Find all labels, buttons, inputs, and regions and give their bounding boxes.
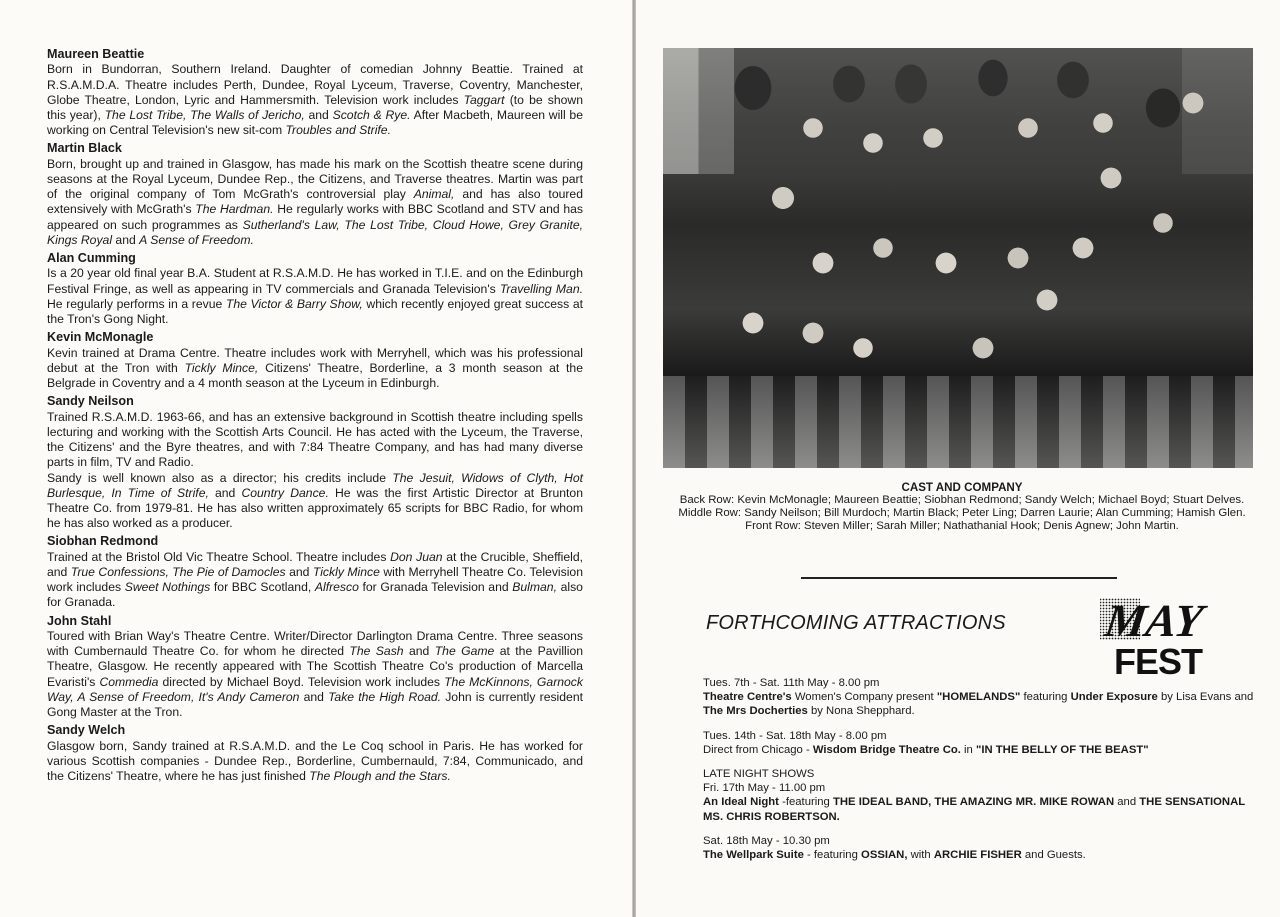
bio-text-segment: Tickly Mince	[312, 564, 380, 579]
bio-text-segment: The Game	[434, 644, 495, 659]
bio-text-segment: The Hardman.	[195, 202, 274, 217]
event-description-segment: featuring	[1020, 691, 1071, 704]
event-description-segment: Under Exposure	[1070, 691, 1158, 704]
bio-name: Sandy Neilson	[47, 394, 134, 409]
photo-figures	[663, 48, 1253, 468]
bio-text-segment: Kevin trained at Drama Centre. Theatre includes work with Merryhell, which was his professional debut at the Tron with	[47, 345, 583, 375]
bio-text-segment: with Merryhell Theatre Co. Television work includes	[47, 564, 583, 595]
bio-text-segment: Commedia	[99, 674, 159, 689]
event-item	[703, 729, 1263, 757]
bio-text-segment: and	[285, 564, 313, 579]
bio-text-segment: Alfresco	[314, 580, 359, 595]
event-description-segment: The Wellpark Suite	[703, 849, 804, 862]
caption-back-row: Back Row: Kevin McMonagle; Maureen Beattie; Siobhan Redmond; Sandy Welch; Michael Boyd; Stuart Delves.	[679, 494, 1245, 506]
divider-rule	[801, 577, 1117, 579]
bio-text-segment: After Macbeth, Maureen will be working on Central Television's new sit-com	[47, 108, 583, 138]
bio-entry	[47, 614, 583, 721]
mayfest-logo	[1096, 592, 1220, 680]
bio-text-segment: directed by Michael Boyd. Television work includes	[158, 674, 445, 689]
bio-text-segment: Tickly Mince,	[184, 360, 259, 375]
event-description-segment: Direct from Chicago -	[703, 743, 813, 756]
bio-text-segment: for BBC Scotland,	[210, 580, 315, 595]
bio-text-segment: at the Crucible, Sheffield, and	[47, 549, 583, 579]
event-description-segment: ARCHIE FISHER	[933, 849, 1022, 862]
event-item	[703, 676, 1263, 719]
right-page	[636, 0, 1280, 917]
event-description	[703, 848, 1263, 862]
event-description-segment: THE SENSATIONAL MS. CHRIS ROBERTSON.	[703, 796, 1245, 823]
bio-name: Alan Cumming	[47, 251, 136, 266]
bio-text-segment: and	[403, 644, 435, 659]
event-description-segment: and	[1114, 796, 1140, 809]
bio-text-segment: The Sash	[349, 644, 404, 659]
event-list	[703, 676, 1263, 872]
bio-text-segment: Scotch & Rye.	[332, 108, 411, 123]
event-date: Sat. 18th May - 10.30 pm	[703, 834, 830, 847]
event-description-segment: in	[960, 743, 976, 756]
bio-text-segment: The McKinnons, Garnock Way, A Sense of Freedom, It's Andy Cameron	[47, 674, 583, 704]
event-description	[703, 743, 1263, 757]
bio-text-segment: and	[299, 689, 329, 704]
bio-text-segment: He regularly performs in a revue	[47, 296, 226, 311]
bio-text	[47, 62, 583, 138]
logo-may-text: MAY	[1101, 595, 1207, 646]
logo-fest-text: FEST	[1113, 641, 1203, 680]
bio-entry	[47, 330, 583, 391]
bio-text-segment: Trained at the Bristol Old Vic Theatre School. Theatre includes	[47, 549, 391, 564]
bio-name: Martin Black	[47, 141, 122, 156]
bio-text-segment: Country Dance.	[241, 485, 329, 500]
caption-middle-row: Middle Row: Sandy Neilson; Bill Murdoch; Martin Black; Peter Ling; Darren Laurie; Alan Cumming; Hamish Glen.	[678, 507, 1246, 519]
photo-caption	[672, 481, 1252, 533]
bio-entry	[47, 141, 583, 248]
event-description	[703, 795, 1263, 823]
event-date: Fri. 17th May - 11.00 pm	[703, 782, 826, 795]
bio-text-segment: at the Pavillion Theatre, Glasgow. He recently appeared with The Scottish Theatre Co's production of Marcella Evaristi's	[47, 644, 584, 689]
event-description-segment: by Lisa Evans and	[1157, 691, 1254, 704]
left-page	[0, 0, 634, 917]
bio-entry	[47, 723, 583, 784]
cast-photograph	[663, 48, 1253, 468]
bio-text-segment: True Confessions, The Pie of Damocles	[70, 564, 286, 579]
event-description-segment: The Mrs Docherties	[703, 705, 808, 718]
event-description-segment: -featuring	[778, 796, 833, 809]
bio-entry	[47, 534, 583, 610]
cast-biographies	[47, 47, 583, 787]
bio-text-segment: Born in Bundorran, Southern Ireland. Daughter of comedian Johnny Beattie. Trained at R.S.A.M.D.A. Theatre includes Perth, Dundee, Royal Lyceum, Traverse, Coventry, Manchester, Globe Theatre, London, Lyric and Hammersmith. Television work includes	[47, 62, 583, 107]
bio-text-segment: and	[304, 108, 333, 123]
bio-text-segment: Travelling Man.	[499, 281, 583, 296]
event-description-segment: Theatre Centre's	[703, 691, 792, 704]
event-description-segment: "HOMELANDS"	[936, 691, 1021, 704]
event-description-segment: Women's Company present	[791, 691, 937, 704]
forthcoming-attractions-title: FORTHCOMING ATTRACTIONS	[706, 612, 1006, 634]
event-item	[703, 834, 1263, 862]
bio-text-segment: Glasgow born, Sandy trained at R.S.A.M.D. and the Le Coq school in Paris. He has worked for various Scottish companies - Dundee Rep., Borderline, Cumbernauld, 7:84, Communicado, and the Citizens' Theatre, where he has just finished	[47, 738, 583, 783]
bio-text-segment: Citizens' Theatre, Borderline, a 3 month season at the Belgrade in Coventry and a 4 month season at the Lyceum in Edinburgh.	[47, 360, 583, 391]
bio-entry	[47, 47, 583, 138]
bio-text-segment: Troubles and Strife.	[285, 123, 391, 138]
event-description-segment: THE IDEAL BAND, THE AMAZING MR. MIKE ROWAN	[832, 796, 1115, 809]
event-heading: LATE NIGHT SHOWS	[703, 768, 815, 781]
bio-text-segment: He regularly works with BBC Scotland and STV and has appeared on such programmes as	[47, 202, 583, 232]
bio-entry	[47, 394, 583, 531]
bio-name: John Stahl	[47, 613, 112, 628]
bio-name: Siobhan Redmond	[47, 534, 159, 549]
bio-text	[47, 410, 583, 532]
event-description-segment: - featuring	[803, 849, 862, 862]
bio-text	[47, 266, 583, 327]
bio-text	[47, 157, 583, 248]
bio-text-segment: Trained R.S.A.M.D. 1963-66, and has an extensive background in Scottish theatre including spells lecturing and working with the Scottish Arts Council. He has acted with the Lyceum, the Traverse, the Citizens' and the Byre theatres, and with 7:84 Theatre Company, and has had many diverse parts in film, TV and Radio.	[47, 409, 583, 470]
bio-text-segment: The Victor & Barry Show,	[225, 296, 363, 311]
bio-text-segment: He was the first Artistic Director at Brunton Theatre Co. from 1979-81. He has also written approximately 65 scripts for BBC Radio, for whom he has also worked as a producer.	[47, 485, 583, 531]
event-description-segment: "IN THE BELLY OF THE BEAST"	[975, 743, 1149, 756]
bio-text-segment: Toured with Brian Way's Theatre Centre. Writer/Director Darlington Drama Centre. Three seasons with Cumbernauld Theatre Co. for whom he directed	[47, 628, 583, 659]
bio-text	[47, 346, 583, 392]
caption-title: CAST AND COMPANY	[901, 481, 1023, 494]
bio-text-segment: Bulman,	[512, 580, 557, 595]
event-description	[703, 690, 1263, 718]
bio-text	[47, 629, 583, 720]
bio-text	[47, 550, 583, 611]
bio-name: Sandy Welch	[47, 723, 126, 738]
bio-text-segment: Don Juan	[390, 549, 443, 564]
bio-text-segment: The Plough and the Stars.	[309, 768, 451, 783]
bio-text-segment: and	[112, 232, 140, 247]
bio-text-segment: Sandy is well known also as a director; his credits include	[47, 470, 393, 485]
bio-text-segment: The Lost Tribe, The Walls of Jericho,	[104, 108, 305, 123]
event-description-segment: with	[907, 849, 934, 862]
bio-text-segment: Born, brought up and trained in Glasgow, has made his mark on the Scottish theatre scene during seasons at the Royal Lyceum, Dundee Rep., the Citizens, and Traverse theatres. Martin was part of the original company of Tom McGrath's controversial play	[47, 156, 583, 202]
event-date: Tues. 14th - Sat. 18th May - 8.00 pm	[703, 729, 887, 742]
event-date: Tues. 7th - Sat. 11th May - 8.00 pm	[703, 677, 880, 689]
bio-text-segment: also for Granada.	[47, 580, 583, 610]
bio-text-segment: (to be shown this year),	[47, 92, 583, 123]
event-description-segment: by Nona Shepphard.	[807, 705, 915, 718]
bio-entry	[47, 251, 583, 327]
bio-name: Kevin McMonagle	[47, 330, 154, 345]
bio-text-segment: and	[208, 485, 242, 500]
event-description-segment: OSSIAN,	[861, 849, 908, 862]
event-item	[703, 767, 1263, 824]
bio-text	[47, 739, 583, 785]
caption-front-row: Front Row: Steven Miller; Sarah Miller; Nathathanial Hook; Denis Agnew; John Martin.	[745, 520, 1179, 532]
bio-text-segment: Animal,	[413, 187, 455, 202]
bio-text-segment: for Granada Television and	[358, 580, 513, 595]
bio-text-segment: Is a 20 year old final year B.A. Student at R.S.A.M.D. He has worked in T.I.E. and on the Edinburgh Festival Fringe, as well as appearing in TV commercials and Granada Television's	[47, 266, 583, 296]
bio-text-segment: Taggart	[463, 92, 505, 107]
event-description-segment: An Ideal Night	[703, 796, 779, 809]
bio-text-segment: Sweet Nothings	[124, 580, 211, 595]
bio-text-segment: Take the High Road.	[328, 689, 442, 704]
event-description-segment: Wisdom Bridge Theatre Co.	[812, 743, 961, 756]
bio-text-segment: and has also toured extensively with McGrath's	[47, 187, 583, 217]
bio-text-segment: The Jesuit, Widows of Clyth, Hot Burlesque, In Time of Strife,	[47, 470, 583, 500]
bio-text-segment: John is currently resident Gong Master at the Tron.	[47, 689, 583, 719]
bio-name: Maureen Beattie	[47, 47, 145, 61]
bio-text-segment: A Sense of Freedom.	[139, 232, 254, 247]
bio-text-segment: which recently enjoyed great success at the Tron's Gong Night.	[47, 296, 583, 327]
event-description-segment: and Guests.	[1021, 849, 1086, 862]
bio-text-segment: Sutherland's Law, The Lost Tribe, Cloud Howe, Grey Granite, Kings Royal	[47, 217, 583, 247]
